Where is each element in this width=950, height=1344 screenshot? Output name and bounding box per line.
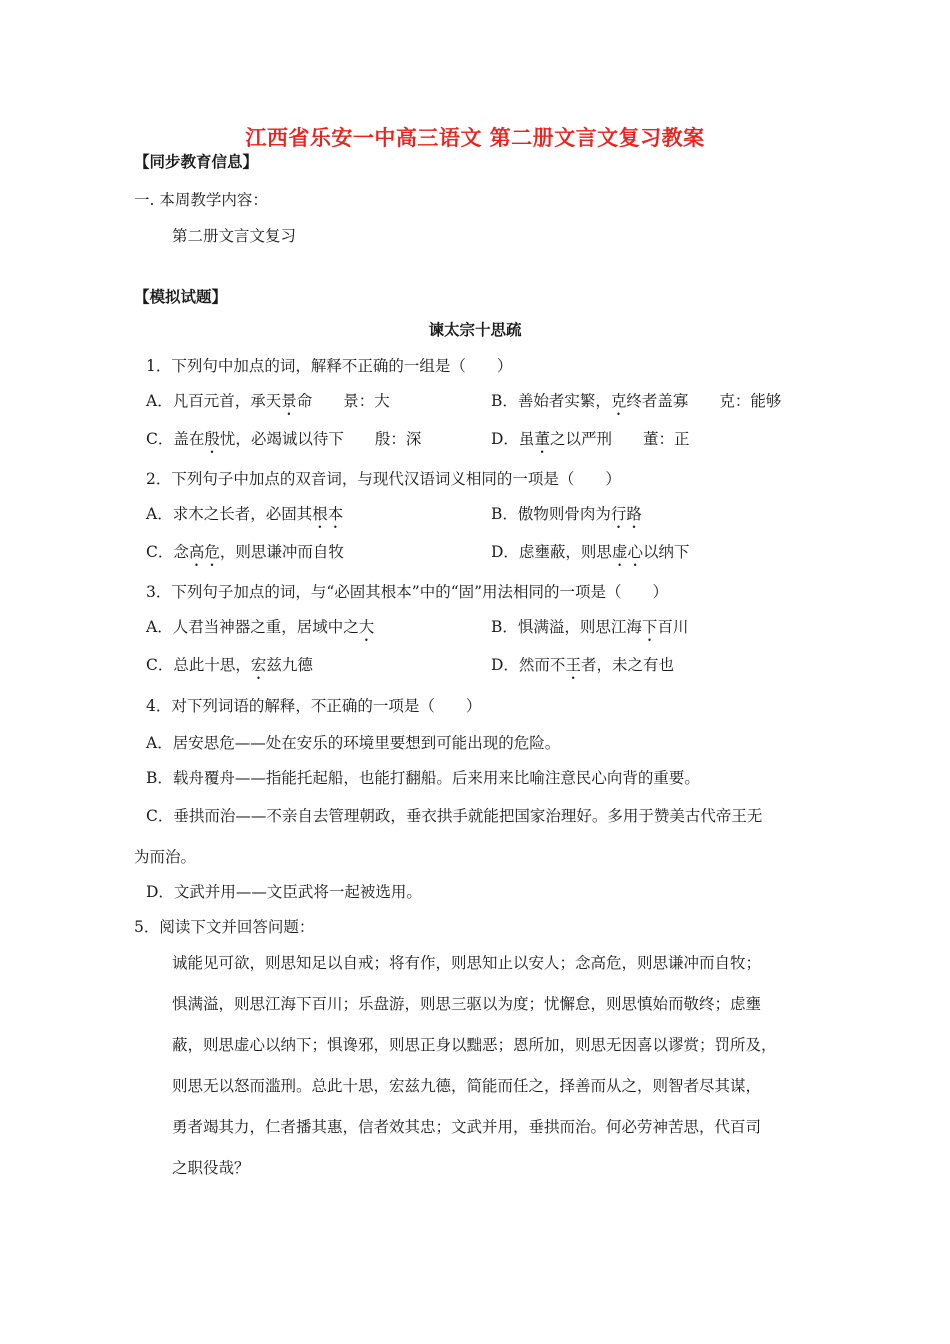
q1-option-a: A．凡百元首，承天景命 景：大 bbox=[146, 392, 390, 410]
q2-stem: 2．下列句子中加点的双音词，与现代汉语词义相同的一项是（ ） bbox=[146, 470, 621, 488]
emphasis-dot-word: 高危 bbox=[188, 543, 220, 561]
emphasis-dot-word: 宏 bbox=[250, 656, 267, 674]
emphasis-dot-word: 虚心 bbox=[611, 543, 643, 561]
passage-line: 蔽，则思虚心以纳下；惧谗邪，则思正身以黜恶；恩所加，则思无因喜以谬赏；罚所及， bbox=[172, 1036, 777, 1054]
q2-option-c: C．念高危，则思谦冲而自牧 bbox=[146, 543, 344, 561]
emphasis-dot-word: 王 bbox=[565, 656, 581, 674]
passage-line: 诚能见可欲，则思知足以自戒；将有作，则思知止以安人；念高危，则思谦冲而自牧； bbox=[172, 954, 762, 972]
emphasis-dot-word: 殷 bbox=[204, 430, 220, 448]
emphasis-dot-word: 行路 bbox=[610, 505, 642, 523]
q4-option-a: A．居安思危——处在安乐的环境里要想到可能出现的危险。 bbox=[146, 734, 561, 752]
q4-option-b: B．载舟覆舟——指能托起船，也能打翻船。后来用来比喻注意民心向背的重要。 bbox=[146, 769, 700, 787]
passage-title: 谏太宗十思疏 bbox=[428, 321, 522, 339]
passage-line: 之职役哉？ bbox=[172, 1159, 250, 1177]
q4-option-d: D．文武并用——文臣武将一起被选用。 bbox=[146, 883, 422, 901]
passage-line: 勇者竭其力，仁者播其惠，信者效其忠；文武并用，垂拱而治。何必劳神苦思，代百司 bbox=[172, 1118, 762, 1136]
q1-option-b: B．善始者实繁，克终者盖寡 克：能够 bbox=[491, 392, 782, 410]
q4-stem: 4．对下列词语的解释，不正确的一项是（ ） bbox=[146, 697, 482, 715]
emphasis-dot-word: 克 bbox=[610, 392, 627, 410]
q2-option-d: D．虑壅蔽，则思虚心以纳下 bbox=[491, 543, 690, 561]
q1-option-c: C．盖在殷忧，必竭诚以待下 殷：深 bbox=[146, 430, 422, 448]
q3-stem: 3．下列句子加点的词，与“必固其根本”中的“固”用法相同的一项是（ ） bbox=[146, 583, 669, 601]
q3-option-b: B．惧满溢，则思江海下百川 bbox=[491, 618, 689, 636]
mock-exam-heading: 【模拟试题】 bbox=[134, 288, 228, 306]
q4-option-c-continued: 为而治。 bbox=[134, 848, 197, 866]
emphasis-dot-word: 根本 bbox=[312, 505, 344, 523]
emphasis-dot-word: 下 bbox=[641, 618, 658, 636]
q5-stem: 5．阅读下文并回答问题： bbox=[134, 918, 315, 936]
emphasis-dot-word: 大 bbox=[358, 618, 375, 636]
q3-option-c: C．总此十思，宏兹九德 bbox=[146, 656, 313, 674]
week-content-body: 第二册文言文复习 bbox=[172, 227, 297, 245]
emphasis-dot-word: 董 bbox=[534, 430, 550, 448]
q1-option-d: D．虽董之以严刑 董：正 bbox=[491, 430, 690, 448]
q1-stem: 1．下列句中加点的词，解释不正确的一组是（ ） bbox=[146, 357, 513, 375]
passage-line: 则思无以怒而滥刑。总此十思，宏兹九德，简能而任之，择善而从之，则智者尽其谋， bbox=[172, 1077, 762, 1095]
week-content-heading: 一. 本周教学内容： bbox=[134, 191, 268, 209]
q4-option-c: C．垂拱而治——不亲自去管理朝政，垂衣拱手就能把国家治理好。多用于赞美古代帝王无 bbox=[146, 807, 763, 825]
emphasis-dot-word: 景 bbox=[281, 392, 297, 410]
q2-option-a: A．求木之长者，必固其根本 bbox=[146, 505, 344, 523]
document-title: 江西省乐安一中高三语文 第二册文言文复习教案 bbox=[245, 126, 705, 150]
q2-option-b: B．傲物则骨肉为行路 bbox=[491, 505, 642, 523]
sync-info-heading: 【同步教育信息】 bbox=[134, 153, 259, 171]
q3-option-a: A．人君当神器之重，居域中之大 bbox=[146, 618, 375, 636]
passage-line: 惧满溢，则思江海下百川；乐盘游，则思三驱以为度；忧懈怠，则思慎始而敬终；虑壅 bbox=[172, 995, 762, 1013]
q3-option-d: D．然而不王者，未之有也 bbox=[491, 656, 674, 674]
